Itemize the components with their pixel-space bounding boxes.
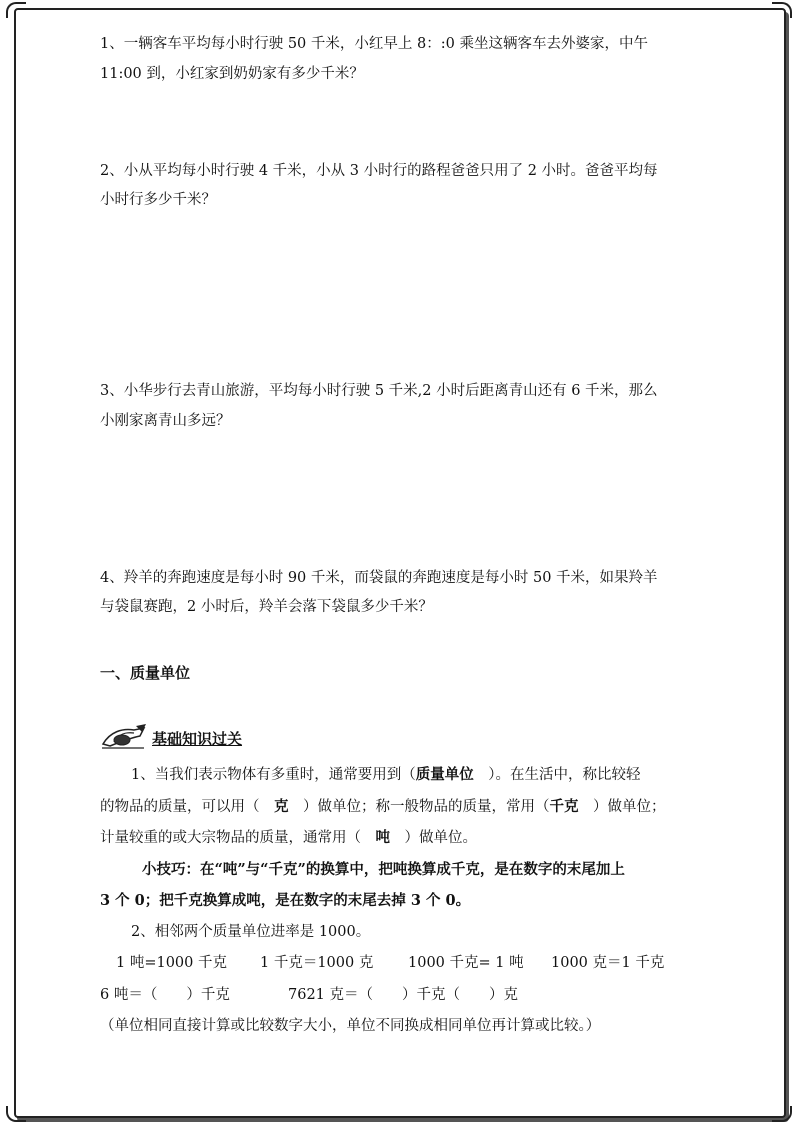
problem-4-line-2: 与袋鼠赛跑，2 小时后，羚羊会落下袋鼠多少千米？	[100, 599, 433, 615]
paragraph-3	[100, 828, 477, 848]
problem-1-line-1: 1、一辆客车平均每小时行驶 50 千米，小红早上 8：:0 乘坐这辆客车去外婆家，中午	[100, 36, 648, 52]
paragraph-1	[131, 765, 640, 785]
paragraph-2-e: ）做单位；	[593, 799, 666, 815]
paragraph-1-c: ）。在生活中，称比较轻	[488, 767, 641, 783]
conversion-4: 1000 克＝1 千克	[551, 955, 665, 971]
problem-1-line-2: 11:00 到，小红家到奶奶家有多少千米？	[100, 66, 364, 82]
problem-3-line-2: 小刚家离青山多远？	[100, 413, 231, 429]
tip-line-1: 小技巧：在“吨”与“千克”的换算中，把吨换算成千克，是在数字的末尾加上	[142, 861, 625, 878]
paragraph-3-c: ）做单位。	[404, 830, 477, 846]
conversion-2: 1 千克＝1000 克	[260, 955, 374, 971]
paragraph-2-c: ）做单位；称一般物品的质量，常用（	[303, 799, 550, 815]
knowledge-icon	[100, 722, 148, 750]
answer-mass-unit: 质量单位	[415, 766, 474, 783]
paragraph-1-a: 1、当我们表示物体有多重时，通常要用到（	[131, 767, 416, 783]
subsection-header	[100, 722, 260, 750]
section-title: 一、质量单位	[100, 664, 191, 682]
problem-3-line-1: 3、小华步行去青山旅游，平均每小时行驶 5 千米,2 小时后距离青山还有 6 千米，那么	[100, 383, 658, 399]
tip-line-2: 3 个 0；把千克换算成吨，是在数字的末尾去掉 3 个 0。	[100, 892, 471, 909]
conversion-1: 1 吨=1000 千克	[116, 955, 227, 971]
problem-2-line-2: 小时行多少千米？	[100, 192, 216, 208]
border-scroll-bottom-right	[772, 1106, 792, 1122]
problem-2-line-1: 2、小从平均每小时行驶 4 千米，小从 3 小时行的路程爸爸只用了 2 小时。爸爸平均每	[100, 163, 658, 179]
answer-kilogram: 千克	[549, 798, 579, 815]
answer-gram: 克	[274, 798, 289, 815]
note: （单位相同直接计算或比较数字大小，单位不同换成相同单位再计算或比较。）	[100, 1018, 601, 1034]
conversion-3: 1000 千克= 1 吨	[408, 955, 524, 971]
paragraph-4: 2、相邻两个质量单位进率是 1000。	[131, 924, 371, 940]
problem-4-line-1: 4、羚羊的奔跑速度是每小时 90 千米，而袋鼠的奔跑速度是每小时 50 千米，如果羚羊	[100, 570, 658, 586]
border-scroll-top-right	[772, 2, 792, 18]
subsection-title: 基础知识过关	[152, 730, 243, 748]
border-scroll-top-left	[6, 2, 26, 18]
border-scroll-bottom-left	[6, 1106, 26, 1122]
answer-ton: 吨	[375, 829, 390, 846]
exercise-2: 7621 克＝（ ）千克（ ）克	[288, 987, 519, 1003]
paragraph-2-a: 的物品的质量，可以用（	[100, 799, 260, 815]
exercise-1: 6 吨＝（ ）千克	[100, 987, 230, 1003]
paragraph-3-a: 计量较重的或大宗物品的质量，通常用（	[100, 830, 361, 846]
paragraph-2	[100, 797, 666, 817]
